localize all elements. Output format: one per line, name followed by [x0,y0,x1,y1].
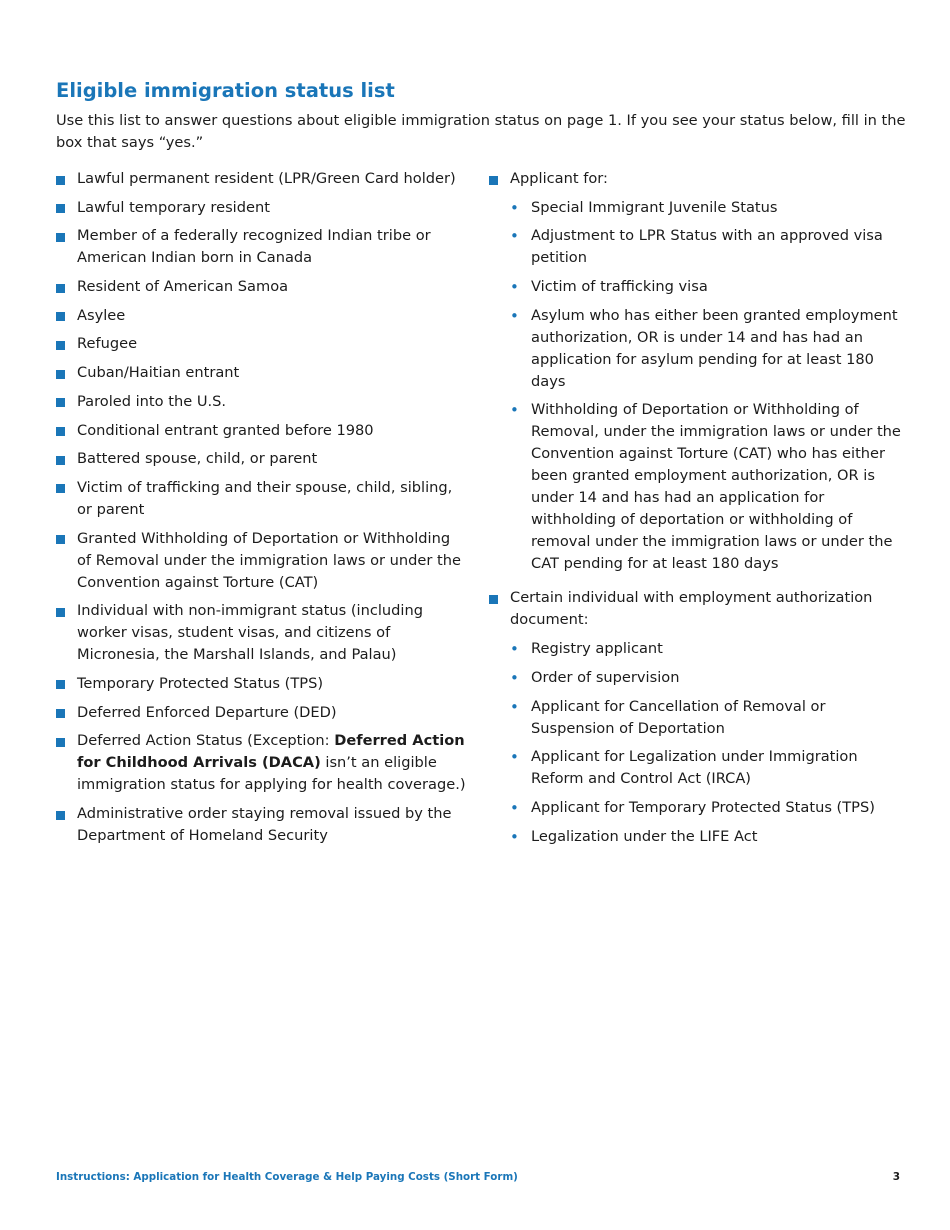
dot-bullet-icon: • [510,640,519,659]
list-item-text: Lawful permanent resident (LPR/Green Card holder) [77,170,456,187]
square-bullet-icon [489,176,498,185]
sub-list-item-text: Applicant for Cancellation of Removal or Suspension of Deportation [531,697,826,737]
list-item-text: Lawful temporary resident [77,198,270,216]
list-item-text: Resident of American Samoa [77,278,289,296]
dot-bullet-icon: • [510,227,519,246]
dot-bullet-icon: • [510,278,519,297]
list-item [56,803,466,847]
list-item-text: Paroled into the U.S. [77,392,227,410]
list-item-text: Asylee [77,306,126,324]
list-item [56,333,466,355]
sub-list-item-text: Applicant for Legalization under Immigration Reform and Control Act (IRCA) [531,748,858,788]
sub-list-item-text: Legalization under the LIFE Act [531,827,758,845]
sub-list-item [510,399,904,575]
square-bullet-icon [56,484,65,493]
sub-list-item [510,197,904,219]
list-item-text: Temporary Protected Status (TPS) [77,674,324,692]
intro-text: Use this list to answer questions about eligible immigration status on page 1. If you see your status below, fill in the box that says “yes.” [56,112,906,151]
sub-list-item [510,826,904,848]
right-status-list [489,168,904,848]
sub-list-item [510,276,904,298]
list-item [56,702,466,724]
sub-list-item-text: Applicant for Temporary Protected Status (TPS) [531,798,875,816]
square-bullet-icon [56,738,65,747]
left-column [56,168,466,854]
sub-list-item [510,667,904,689]
list-item-text: Refugee [77,335,138,353]
list-item [56,197,466,219]
dot-bullet-icon: • [510,827,519,846]
square-bullet-icon [56,370,65,379]
dot-bullet-icon: • [510,697,519,716]
right-column [489,168,904,860]
square-bullet-icon [56,398,65,407]
list-item [56,168,466,190]
left-status-list [56,168,466,847]
dot-bullet-icon: • [510,668,519,687]
square-bullet-icon [56,709,65,718]
dot-bullet-icon: • [510,306,519,325]
dot-bullet-icon: • [510,748,519,767]
dot-bullet-icon: • [510,798,519,817]
square-bullet-icon [56,312,65,321]
sub-list-item [510,305,904,393]
list-item [56,305,466,327]
sub-list-item-text: Adjustment to LPR Status with an approved visa petition [531,227,883,267]
list-item [56,600,466,666]
daca-text-bold: Deferred Action for Childhood Arrivals (DACA) [77,732,465,772]
list-item [56,673,466,695]
square-bullet-icon [56,680,65,689]
applicant-sub-list [510,197,904,576]
sub-list-item-text: Asylum who has either been granted employment authorization, OR is under 14 and has had an application for asylum pending for at least 180 days [531,306,898,390]
list-item-text: Administrative order staying removal issued by the Department of Homeland Security [77,805,452,844]
list-item [56,528,466,594]
square-bullet-icon [56,284,65,293]
list-item-text: Granted Withholding of Deportation or Withholding of Removal under the immigration laws or under the Convention against Torture (CAT) [77,529,461,591]
sub-list-item-text: Registry applicant [531,640,663,658]
applicant-for-label: Applicant for: [510,170,608,187]
dot-bullet-icon: • [510,401,519,420]
sub-list-item-text: Victim of trafficking visa [531,278,708,296]
footer-document-title: Instructions: Application for Health Coverage & Help Paying Costs (Short Form) [56,1171,518,1183]
list-item [56,448,466,470]
square-bullet-icon [56,811,65,820]
list-item [56,362,466,384]
list-item-text: Victim of trafficking and their spouse, child, sibling, or parent [77,478,453,518]
sub-list-item [510,638,904,660]
list-item [56,420,466,442]
page-title: Eligible immigration status list [56,79,395,102]
sub-list-item [510,225,904,269]
square-bullet-icon [489,595,498,604]
sub-list-item [510,696,904,740]
list-item-daca [56,730,466,796]
employment-sub-list [510,638,904,847]
employment-authorization-label: Certain individual with employment authorization document: [510,589,873,629]
sub-list-item-text: Withholding of Deportation or Withholding of Removal, under the immigration laws or under the Convention against Torture (CAT) who has either been granted employment authorization, OR is under 14 and has had an application for withholding of deportation or withholding of removal under the immigration laws or under the CAT pending for at least 180 days [531,401,901,573]
list-item [56,225,466,269]
list-item [56,477,466,521]
list-item-text: Deferred Enforced Departure (DED) [77,703,337,721]
square-bullet-icon [56,204,65,213]
square-bullet-icon [56,535,65,544]
square-bullet-icon [56,427,65,436]
square-bullet-icon [56,456,65,465]
square-bullet-icon [56,608,65,617]
square-bullet-icon [56,176,65,185]
daca-text-before: Deferred Action Status (Exception: [77,732,335,750]
list-item [56,391,466,413]
list-item-text: Conditional entrant granted before 1980 [77,421,374,439]
dot-bullet-icon: • [510,198,519,217]
sub-list-item-text: Special Immigrant Juvenile Status [531,198,778,216]
list-item-text: Battered spouse, child, or parent [77,450,318,468]
sub-list-item-text: Order of supervision [531,668,680,686]
sub-list-item [510,797,904,819]
list-item-text: Member of a federally recognized Indian tribe or American Indian born in Canada [77,227,431,267]
list-item-text: Cuban/Haitian entrant [77,364,240,382]
daca-text-after: isn’t an eligible immigration status for applying for health coverage.) [77,754,466,794]
list-item-text: Individual with non-immigrant status (including worker visas, student visas, and citizens of Micronesia, the Marshall Islands, and Palau) [77,602,424,664]
sub-list-item [510,746,904,790]
page-number: 3 [892,1171,900,1183]
square-bullet-icon [56,233,65,242]
list-item [56,276,466,298]
applicant-for-item [489,168,904,575]
square-bullet-icon [56,341,65,350]
employment-authorization-item [489,587,904,847]
